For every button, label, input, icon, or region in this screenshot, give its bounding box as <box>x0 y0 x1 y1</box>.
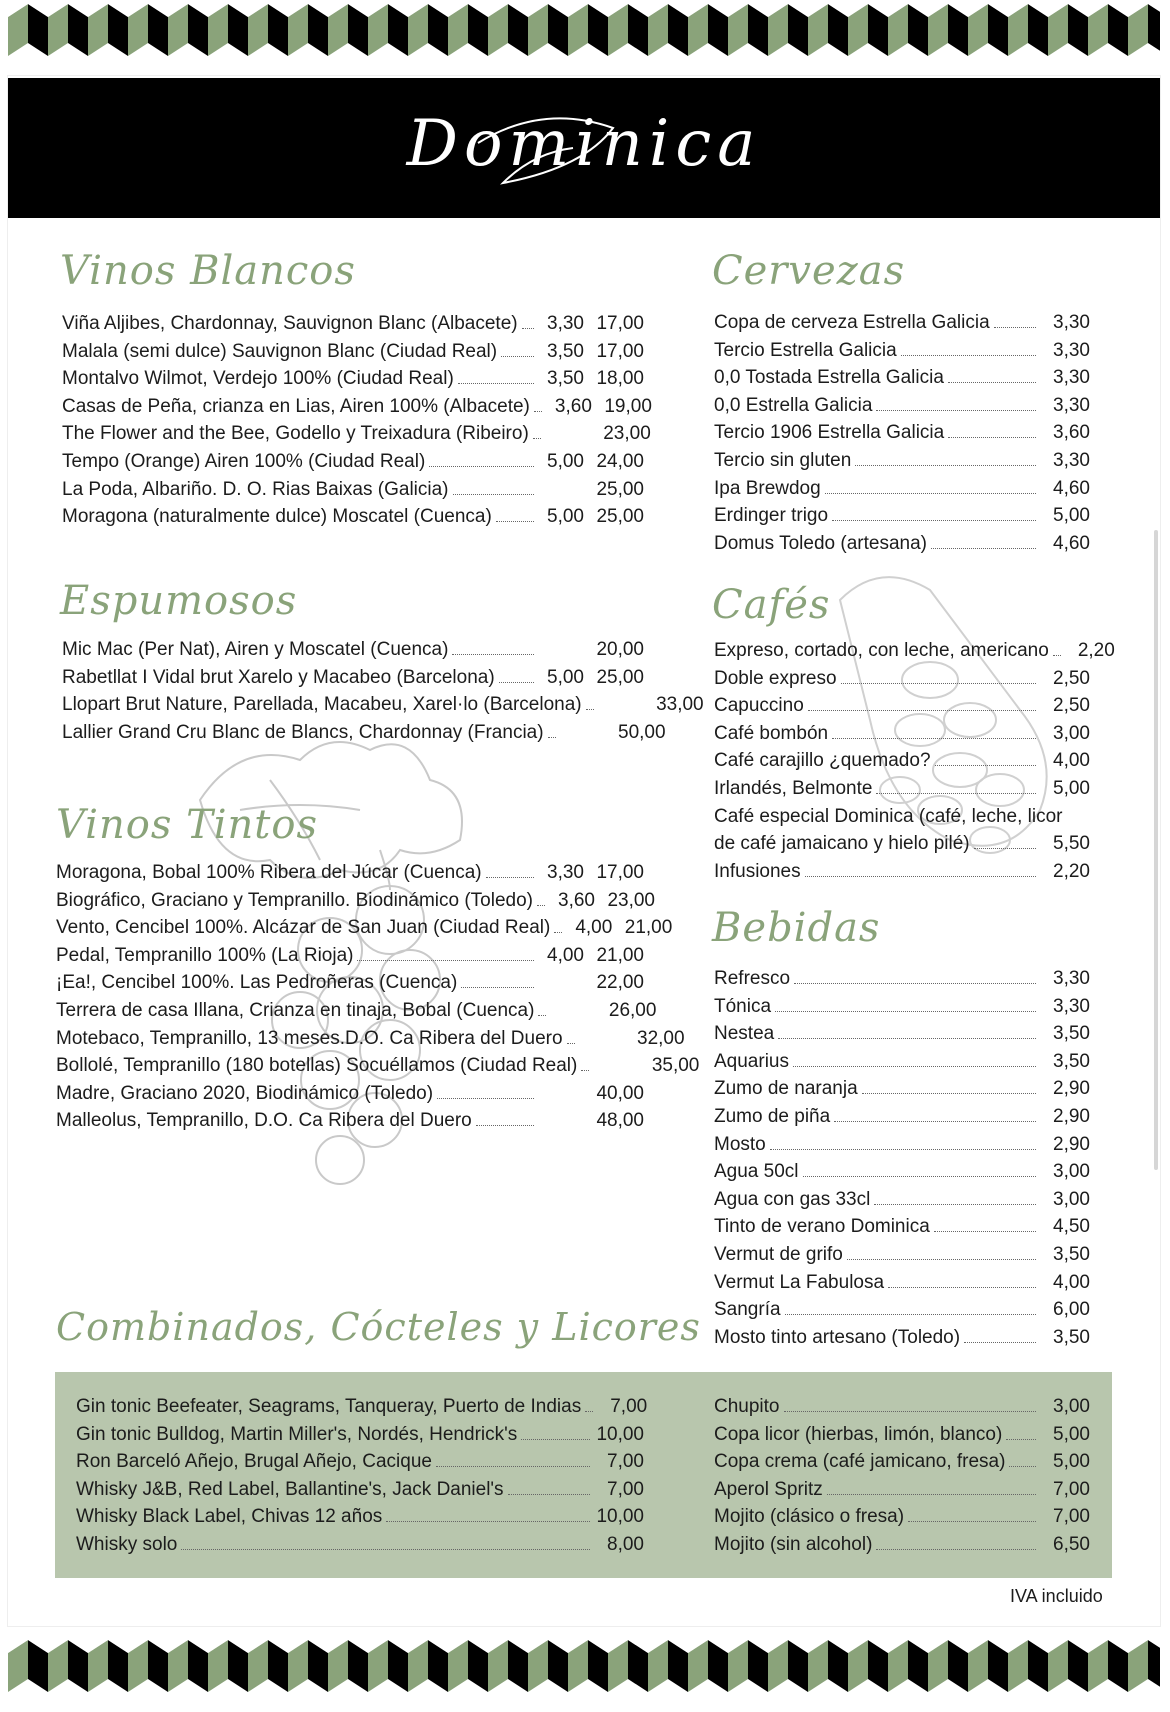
item-price: 5,00 <box>1053 777 1090 799</box>
item-name: Lallier Grand Cru Blanc de Blancs, Chardonnay (Francia) <box>62 721 544 743</box>
menu-item <box>62 503 644 531</box>
item-price: 5,00 <box>1053 505 1090 527</box>
glass-price: 4,00 <box>547 944 584 966</box>
item-price: 4,00 <box>1053 1271 1090 1293</box>
dot-leader <box>458 383 534 384</box>
item-price: 3,30 <box>1053 339 1090 361</box>
dot-leader <box>827 1494 1036 1495</box>
menu-item <box>714 475 1090 503</box>
dot-leader <box>501 356 534 357</box>
item-name: Refresco <box>714 968 791 989</box>
dot-leader <box>934 1231 1036 1232</box>
item-price: 10,00 <box>596 1423 644 1445</box>
dot-leader <box>876 793 1036 794</box>
scrollbar[interactable] <box>1154 530 1158 1170</box>
item-price: 2,50 <box>1053 695 1090 717</box>
menu-item <box>714 1393 1090 1421</box>
dot-leader <box>855 465 1036 466</box>
item-name: Tercio 1906 Estrella Galicia <box>714 422 945 444</box>
menu-item <box>76 1476 644 1504</box>
item-price: 3,30 <box>1053 449 1090 471</box>
item-name: Rabetllat I Vidal brut Xarelo y Macabeo (Barcelona) <box>62 666 495 688</box>
combinados-left-list <box>76 1393 648 1559</box>
dot-leader <box>508 1494 590 1495</box>
cube-face <box>1148 1640 1160 1692</box>
item-price: 10,00 <box>596 1506 644 1528</box>
bottle-price: 35,00 <box>651 1055 700 1077</box>
glass-price: 4,00 <box>575 917 613 939</box>
dot-leader <box>832 520 1036 521</box>
menu-item <box>714 447 1090 475</box>
dot-leader <box>585 1411 593 1412</box>
dot-leader <box>581 1070 589 1071</box>
top-cube-border <box>8 4 1160 56</box>
menu-item <box>714 1020 1090 1048</box>
item-name: Whisky J&B, Red Label, Ballantine's, Jack Daniel's <box>76 1478 504 1500</box>
menu-item <box>714 1241 1090 1269</box>
item-name: Doble expreso <box>714 667 837 689</box>
item-price: 7,00 <box>1053 1506 1090 1528</box>
menu-item <box>76 1503 644 1531</box>
dot-leader <box>876 410 1036 411</box>
bottle-price: 21,00 <box>624 917 673 939</box>
menu-item <box>714 1213 1090 1241</box>
item-price: 2,50 <box>1053 667 1090 689</box>
menu-item <box>714 1296 1090 1324</box>
dot-leader <box>1053 655 1061 656</box>
title-cafes: Cafés <box>712 582 831 628</box>
dot-leader <box>437 1098 534 1099</box>
item-name: Mic Mac (Per Nat), Airen y Moscatel (Cuenca) <box>62 639 449 660</box>
dot-leader <box>522 328 534 329</box>
menu-item <box>714 1269 1090 1297</box>
menu-item <box>62 365 644 393</box>
menu-item <box>714 1448 1090 1476</box>
menu-item <box>56 1080 644 1108</box>
item-price: 5,00 <box>1053 1423 1090 1445</box>
menu-item <box>56 1025 685 1053</box>
menu-item <box>714 720 1090 748</box>
item-price: 4,00 <box>1053 750 1090 772</box>
item-price: 2,90 <box>1053 1105 1090 1127</box>
item-price: 2,20 <box>1053 860 1090 882</box>
item-price: 3,30 <box>1053 394 1090 416</box>
bottle-price: 17,00 <box>596 340 644 362</box>
menu-item <box>714 1158 1090 1186</box>
glass-price: 3,50 <box>547 368 584 390</box>
item-name: Zumo de piña <box>714 1105 831 1127</box>
item-name: Madre, Graciano 2020, Biodinámico (Toledo) <box>56 1082 434 1104</box>
item-name: Ipa Brewdog <box>714 477 821 499</box>
dot-leader <box>908 1521 1036 1522</box>
menu-item <box>56 969 644 997</box>
item-price: 5,50 <box>1053 833 1090 855</box>
dot-leader <box>1006 1439 1036 1440</box>
item-price: 2,90 <box>1053 1078 1090 1100</box>
item-name: Llopart Brut Nature, Parellada, Macabeu, Xarel·lo (Barcelona) <box>62 694 582 716</box>
dot-leader <box>778 1038 1036 1039</box>
item-name: Vermut de grifo <box>714 1243 843 1265</box>
bottle-price: 23,00 <box>603 423 651 445</box>
item-price: 7,00 <box>610 1396 648 1417</box>
menu-item <box>714 392 1090 420</box>
item-name: Terrera de casa Illana, Crianza en tinaja, Bobal (Cuenca) <box>56 999 535 1021</box>
item-name: Café carajillo ¿quemado? <box>714 750 931 772</box>
item-price: 3,50 <box>1053 1243 1090 1265</box>
menu-item <box>62 338 644 366</box>
menu-item <box>62 691 704 719</box>
dot-leader <box>931 548 1036 549</box>
item-price: 4,50 <box>1053 1216 1090 1238</box>
item-price: 3,30 <box>1053 995 1090 1017</box>
item-name: ¡Ea!, Cencibel 100%. Las Pedroñeras (Cuenca) <box>56 972 458 994</box>
glass-price: 5,00 <box>547 666 584 688</box>
espumosos-list <box>62 636 704 746</box>
item-price: 4,60 <box>1053 477 1090 499</box>
dot-leader <box>386 1521 590 1522</box>
dot-leader <box>785 1314 1036 1315</box>
dot-leader <box>876 1549 1036 1550</box>
brand-title: Dominica <box>406 107 762 181</box>
item-name: Tónica <box>714 995 772 1017</box>
menu-item <box>714 530 1090 558</box>
item-name: Copa crema (café jamicano, fresa) <box>714 1451 1006 1473</box>
dot-leader <box>461 987 534 988</box>
menu-item <box>714 993 1090 1021</box>
combinados-right-list <box>714 1393 1090 1559</box>
dot-leader <box>453 494 534 495</box>
dot-leader <box>847 1259 1036 1260</box>
item-name: Copa licor (hierbas, limón, blanco) <box>714 1423 1003 1445</box>
bottle-price: 40,00 <box>596 1082 644 1104</box>
menu-item <box>76 1393 648 1421</box>
menu-item <box>714 747 1090 775</box>
cervezas-list <box>714 309 1090 557</box>
bottle-price: 18,00 <box>596 368 644 390</box>
dot-leader <box>805 876 1036 877</box>
item-name: Vermut La Fabulosa <box>714 1271 885 1293</box>
item-name: 0,0 Estrella Galicia <box>714 394 873 416</box>
dot-leader <box>832 738 1036 739</box>
dot-leader <box>521 1439 590 1440</box>
menu-item <box>76 1531 644 1559</box>
bottle-price: 25,00 <box>596 666 644 688</box>
dot-leader <box>486 877 534 878</box>
title-espumosos: Espumosos <box>60 578 298 624</box>
dot-leader <box>793 1066 1036 1067</box>
item-name: Copa de cerveza Estrella Galicia <box>714 312 990 333</box>
menu-item <box>714 337 1090 365</box>
menu-item <box>56 1107 644 1135</box>
dot-leader <box>825 493 1036 494</box>
item-name: Ron Barceló Añejo, Brugal Añejo, Cacique <box>76 1451 432 1473</box>
dot-leader <box>496 521 534 522</box>
item-name: Vento, Cencibel 100%. Alcázar de San Juan (Ciudad Real) <box>56 917 551 939</box>
menu-item <box>714 830 1090 858</box>
item-price: 6,50 <box>1053 1533 1090 1555</box>
bottle-price: 48,00 <box>596 1110 644 1132</box>
dot-leader <box>476 1125 534 1126</box>
dot-leader <box>803 1176 1036 1177</box>
dot-leader <box>533 438 541 439</box>
dot-leader <box>784 1411 1037 1412</box>
item-name: Moragona (naturalmente dulce) Moscatel (Cuenca) <box>62 506 492 528</box>
title-bar <box>8 78 1160 218</box>
item-name: Gin tonic Bulldog, Martin Miller's, Nordés, Hendrick's <box>76 1423 518 1445</box>
dot-leader <box>534 411 542 412</box>
menu-item <box>714 1421 1090 1449</box>
item-price: 3,00 <box>1053 1188 1090 1210</box>
menu-item <box>714 1048 1090 1076</box>
glass-price: 3,60 <box>554 395 592 417</box>
item-name: Tempo (Orange) Airen 100% (Ciudad Real) <box>62 450 426 472</box>
menu-item <box>714 858 1090 886</box>
item-price: 7,00 <box>607 1478 644 1500</box>
item-name: Nestea <box>714 1023 775 1045</box>
dot-leader <box>548 737 556 738</box>
bottom-cube-border <box>8 1640 1160 1692</box>
title-vinos-blancos: Vinos Blancos <box>60 248 356 294</box>
bottle-price: 17,00 <box>596 862 644 883</box>
dot-leader <box>538 1015 546 1016</box>
glass-price: 3,60 <box>558 889 595 911</box>
item-name: Aperol Spritz <box>714 1478 823 1500</box>
dot-leader <box>567 1043 575 1044</box>
item-price: 3,00 <box>1053 1161 1090 1183</box>
item-name: Mojito (clásico o fresa) <box>714 1506 905 1528</box>
menu-item <box>56 997 657 1025</box>
menu-item <box>714 364 1090 392</box>
menu-item <box>714 1186 1090 1214</box>
dot-leader <box>862 1093 1036 1094</box>
item-name: Whisky Black Label, Chivas 12 años <box>76 1506 383 1528</box>
menu-item <box>714 1075 1090 1103</box>
bottle-price: 50,00 <box>618 721 666 743</box>
item-name: Montalvo Wilmot, Verdejo 100% (Ciudad Real) <box>62 368 454 390</box>
item-price: 3,00 <box>1053 1396 1090 1417</box>
dot-leader <box>554 932 562 933</box>
glass-price: 3,50 <box>547 340 584 362</box>
menu-item <box>714 803 1090 831</box>
item-name: Aquarius <box>714 1050 789 1072</box>
bottle-price: 21,00 <box>596 944 644 966</box>
item-price: 3,00 <box>1053 722 1090 744</box>
item-name: Pedal, Tempranillo 100% (La Rioja) <box>56 944 354 966</box>
item-name: Café bombón <box>714 722 829 744</box>
item-name: Agua con gas 33cl <box>714 1188 871 1210</box>
item-name: Malala (semi dulce) Sauvignon Blanc (Ciudad Real) <box>62 340 498 362</box>
item-price: 6,00 <box>1053 1299 1090 1321</box>
item-name: Mosto <box>714 1133 766 1155</box>
item-price: 2,90 <box>1053 1133 1090 1155</box>
dot-leader <box>994 327 1036 328</box>
menu-item <box>714 419 1090 447</box>
dot-leader <box>499 682 534 683</box>
menu-item <box>62 476 644 504</box>
item-name: Café especial Dominica (café, leche, licor <box>714 805 1063 827</box>
menu-item <box>62 719 666 747</box>
menu-item <box>62 664 644 692</box>
menu-item <box>714 1476 1090 1504</box>
cube-face <box>1148 4 1160 56</box>
item-name: Agua 50cl <box>714 1161 799 1183</box>
item-price: 2,20 <box>1077 640 1115 661</box>
bottle-price: 22,00 <box>596 972 644 994</box>
item-name: Casas de Peña, crianza en Lias, Airen 100% (Albacete) <box>62 395 530 417</box>
dot-leader <box>357 960 534 961</box>
glass-price: 3,30 <box>547 862 584 883</box>
vinos-blancos-list <box>62 310 652 531</box>
bottle-price: 24,00 <box>596 450 644 472</box>
item-name: Mosto tinto artesano (Toledo) <box>714 1326 961 1348</box>
bottle-price: 32,00 <box>637 1027 685 1049</box>
item-price: 7,00 <box>607 1451 644 1473</box>
menu-item <box>62 420 651 448</box>
bottle-price: 19,00 <box>604 395 652 417</box>
item-price: 3,60 <box>1053 422 1090 444</box>
dot-leader <box>452 654 534 655</box>
item-name: Tinto de verano Dominica <box>714 1216 930 1238</box>
menu-item <box>56 1052 700 1080</box>
item-price: 4,60 <box>1053 532 1090 554</box>
dot-leader <box>794 983 1036 984</box>
menu-item <box>56 914 673 942</box>
item-name: Erdinger trigo <box>714 505 829 527</box>
item-name: Tercio sin gluten <box>714 449 852 471</box>
item-price: 3,50 <box>1053 1326 1090 1348</box>
menu-item <box>714 965 1090 993</box>
dot-leader <box>888 1287 1036 1288</box>
item-price: 3,30 <box>1053 312 1090 333</box>
item-price: 8,00 <box>607 1533 644 1555</box>
bottle-price: 25,00 <box>596 478 644 500</box>
menu-item <box>714 665 1090 693</box>
item-price: 3,50 <box>1053 1023 1090 1045</box>
menu-item <box>56 887 655 915</box>
item-name: Whisky solo <box>76 1533 178 1555</box>
menu-item <box>714 1503 1090 1531</box>
item-name: 0,0 Tostada Estrella Galicia <box>714 367 944 389</box>
item-name: Gin tonic Beefeater, Seagrams, Tanqueray, Puerto de Indias <box>76 1396 582 1417</box>
item-price: 3,30 <box>1053 968 1090 989</box>
vinos-tintos-list <box>56 859 700 1135</box>
item-name: The Flower and the Bee, Godello y Treixadura (Ribeiro) <box>62 423 529 445</box>
item-name: Malleolus, Tempranillo, D.O. Ca Ribera del Duero <box>56 1110 472 1132</box>
bottle-price: 26,00 <box>608 999 657 1021</box>
item-name: Motebaco, Tempranillo, 13 meses.D.O. Ca Ribera del Duero <box>56 1027 563 1049</box>
item-name: Expreso, cortado, con leche, americano <box>714 640 1049 661</box>
item-name: Irlandés, Belmonte <box>714 777 873 799</box>
item-name: de café jamaicano y hielo pilé) <box>714 833 970 855</box>
menu-item <box>714 1131 1090 1159</box>
dot-leader <box>1009 1466 1036 1467</box>
menu-item <box>62 448 644 476</box>
glass-price: 5,00 <box>547 506 584 528</box>
menu-item <box>714 1103 1090 1131</box>
dot-leader <box>770 1149 1036 1150</box>
title-cervezas: Cervezas <box>712 248 906 294</box>
item-name: Infusiones <box>714 860 801 882</box>
bottle-price: 23,00 <box>607 889 655 911</box>
menu-item <box>714 692 1090 720</box>
dot-leader <box>841 683 1036 684</box>
bottle-price: 25,00 <box>596 506 644 528</box>
menu-item <box>62 636 644 664</box>
item-name: Biográfico, Graciano y Tempranillo. Biodinámico (Toledo) <box>56 889 533 911</box>
item-price: 7,00 <box>1053 1478 1090 1500</box>
title-bebidas: Bebidas <box>712 905 881 951</box>
bottle-price: 33,00 <box>656 694 704 716</box>
item-name: Zumo de naranja <box>714 1078 858 1100</box>
dot-leader <box>181 1549 590 1550</box>
menu-item <box>714 637 1115 665</box>
item-price: 3,50 <box>1053 1050 1090 1072</box>
menu-item <box>714 775 1090 803</box>
menu-item <box>714 309 1090 337</box>
dot-leader <box>974 848 1036 849</box>
dot-leader <box>834 1121 1036 1122</box>
dot-leader <box>775 1011 1036 1012</box>
dot-leader <box>586 709 594 710</box>
dot-leader <box>901 355 1036 356</box>
dot-leader <box>935 765 1036 766</box>
item-price: 5,00 <box>1053 1451 1090 1473</box>
menu-item <box>62 310 644 338</box>
menu-item <box>76 1421 644 1449</box>
dot-leader <box>436 1466 590 1467</box>
glass-price: 3,30 <box>547 313 584 334</box>
title-combinados: Combinados, Cócteles y Licores <box>56 1305 701 1349</box>
cafes-list <box>714 637 1115 885</box>
menu-item <box>56 859 644 887</box>
item-name: Viña Aljibes, Chardonnay, Sauvignon Blanc (Albacete) <box>62 313 518 334</box>
item-name: Domus Toledo (artesana) <box>714 532 927 554</box>
menu-item <box>62 393 652 421</box>
menu-item <box>56 942 644 970</box>
item-name: La Poda, Albariño. D. O. Rias Baixas (Galicia) <box>62 478 449 500</box>
dot-leader <box>948 382 1036 383</box>
dot-leader <box>537 905 545 906</box>
menu-item <box>714 1324 1090 1352</box>
item-name: Tercio Estrella Galicia <box>714 339 897 361</box>
item-name: Bollolé, Tempranillo (180 botellas) Socuéllamos (Ciudad Real) <box>56 1055 578 1077</box>
glass-price: 5,00 <box>547 450 584 472</box>
bebidas-list <box>714 965 1090 1351</box>
item-name: Mojito (sin alcohol) <box>714 1533 873 1555</box>
dot-leader <box>429 466 534 467</box>
bottle-price: 20,00 <box>596 639 644 660</box>
bottle-price: 17,00 <box>596 313 644 334</box>
item-name: Moragona, Bobal 100% Ribera del Júcar (Cuenca) <box>56 862 482 883</box>
item-name: Chupito <box>714 1396 780 1417</box>
item-name: Capuccino <box>714 695 804 717</box>
dot-leader <box>808 710 1036 711</box>
item-name: Sangría <box>714 1299 781 1321</box>
title-vinos-tintos: Vinos Tintos <box>56 802 318 848</box>
menu-item <box>714 1531 1090 1559</box>
dot-leader <box>964 1342 1036 1343</box>
item-price: 3,30 <box>1053 367 1090 389</box>
menu-item <box>76 1448 644 1476</box>
iva-note: IVA incluido <box>1010 1586 1103 1606</box>
menu-item <box>714 502 1090 530</box>
dot-leader <box>874 1204 1036 1205</box>
dot-leader <box>948 437 1036 438</box>
